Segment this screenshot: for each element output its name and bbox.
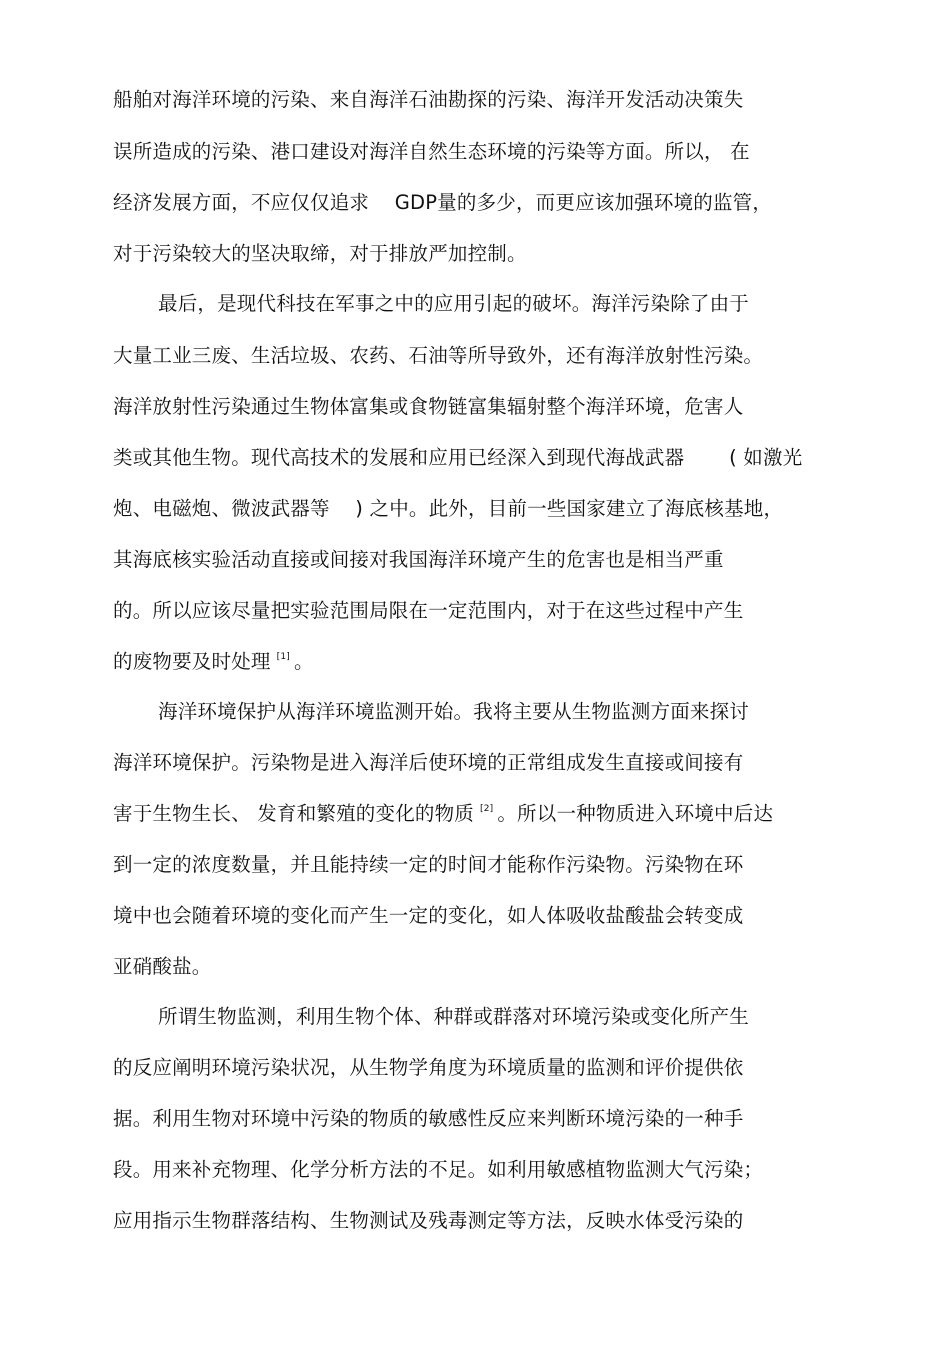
citation-ref: [2] xyxy=(480,804,494,814)
text-line xyxy=(113,239,527,269)
text-segment: 所谓生物监测，利用生物个体、种群或群落对环境污染或变化所产生 xyxy=(158,1005,750,1028)
text-line xyxy=(113,545,724,575)
text-segment: 境中也会随着环境的变化而产生一定的变化，如人体吸收盐酸盐会转变成 xyxy=(113,904,744,927)
text-line xyxy=(113,85,743,115)
text-segment: 经济发展方面，不应仅仅追求 GDP量的多少，而更应该加强环境的监管， xyxy=(113,191,773,214)
text-segment: 海洋环境保护。污染物是进入海洋后使环境的正常组成发生直接或间接有 xyxy=(113,751,744,774)
text-line xyxy=(113,392,743,422)
text-segment: 的反应阐明环境污染状况，从生物学角度为环境质量的监测和评价提供依 xyxy=(113,1056,744,1079)
text-segment: 段。用来补充物理、化学分析方法的不足。如利用敏感植物监测大气污染； xyxy=(113,1158,764,1181)
text-line xyxy=(113,850,743,880)
text-line xyxy=(113,1206,743,1236)
text-line xyxy=(113,1155,763,1185)
text-segment: 海洋放射性污染通过生物体富集或食物链富集辐射整个海洋环境，危害人 xyxy=(113,395,744,418)
text-line xyxy=(113,647,314,677)
text-segment: 海洋环境保护从海洋环境监测开始。我将主要从生物监测方面来探讨 xyxy=(158,700,750,723)
text-line xyxy=(113,748,743,778)
text-line xyxy=(158,697,749,727)
text-segment: 类或其他生物。现代高技术的发展和应用已经深入到现代海战武器 ( 如激光 xyxy=(113,446,803,469)
text-line xyxy=(113,952,212,982)
text-segment: 最后，是现代科技在军事之中的应用引起的破坏。海洋污染除了由于 xyxy=(158,292,750,315)
text-segment: 误所造成的污染、港口建设对海洋自然生态环境的污染等方面。所以， 在 xyxy=(113,140,750,163)
text-segment: 亚硝酸盐。 xyxy=(113,955,212,978)
text-line xyxy=(113,901,743,931)
citation-ref: [1] xyxy=(276,652,290,662)
text-segment: 应用指示生物群落结构、生物测试及残毒测定等方法，反映水体受污染的 xyxy=(113,1209,744,1232)
text-line xyxy=(113,341,763,371)
text-line xyxy=(113,1104,743,1134)
text-line xyxy=(113,137,750,167)
text-segment: 。 xyxy=(293,650,314,673)
text-line xyxy=(113,188,772,218)
text-segment: 。所以一种物质进入环境中后达 xyxy=(497,802,774,825)
text-segment: 的废物要及时处理 xyxy=(113,650,271,673)
text-line xyxy=(158,289,749,319)
text-line xyxy=(113,1053,743,1083)
text-line xyxy=(113,443,802,473)
text-segment: 炮、电磁炮、微波武器等 ) 之中。此外，目前一些国家建立了海底核基地， xyxy=(113,497,784,520)
text-line xyxy=(113,494,783,524)
text-segment: 据。利用生物对环境中污染的物质的敏感性反应来判断环境污染的一种手 xyxy=(113,1107,744,1130)
text-segment: 到一定的浓度数量，并且能持续一定的时间才能称作污染物。污染物在环 xyxy=(113,853,744,876)
text-segment: 船舶对海洋环境的污染、来自海洋石油勘探的污染、海洋开发活动决策失 xyxy=(113,88,744,111)
text-segment: 对于污染较大的坚决取缔，对于排放严加控制。 xyxy=(113,242,527,265)
text-line xyxy=(113,799,773,829)
text-line xyxy=(158,1002,749,1032)
text-segment: 害于生物生长、 发育和繁殖的变化的物质 xyxy=(113,802,474,825)
text-segment: 的。所以应该尽量把实验范围局限在一定范围内，对于在这些过程中产生 xyxy=(113,599,744,622)
text-segment: 大量工业三废、生活垃圾、农药、石油等所导致外，还有海洋放射性污染。 xyxy=(113,344,764,367)
text-segment: 其海底核实验活动直接或间接对我国海洋环境产生的危害也是相当严重 xyxy=(113,548,724,571)
text-line xyxy=(113,596,743,626)
